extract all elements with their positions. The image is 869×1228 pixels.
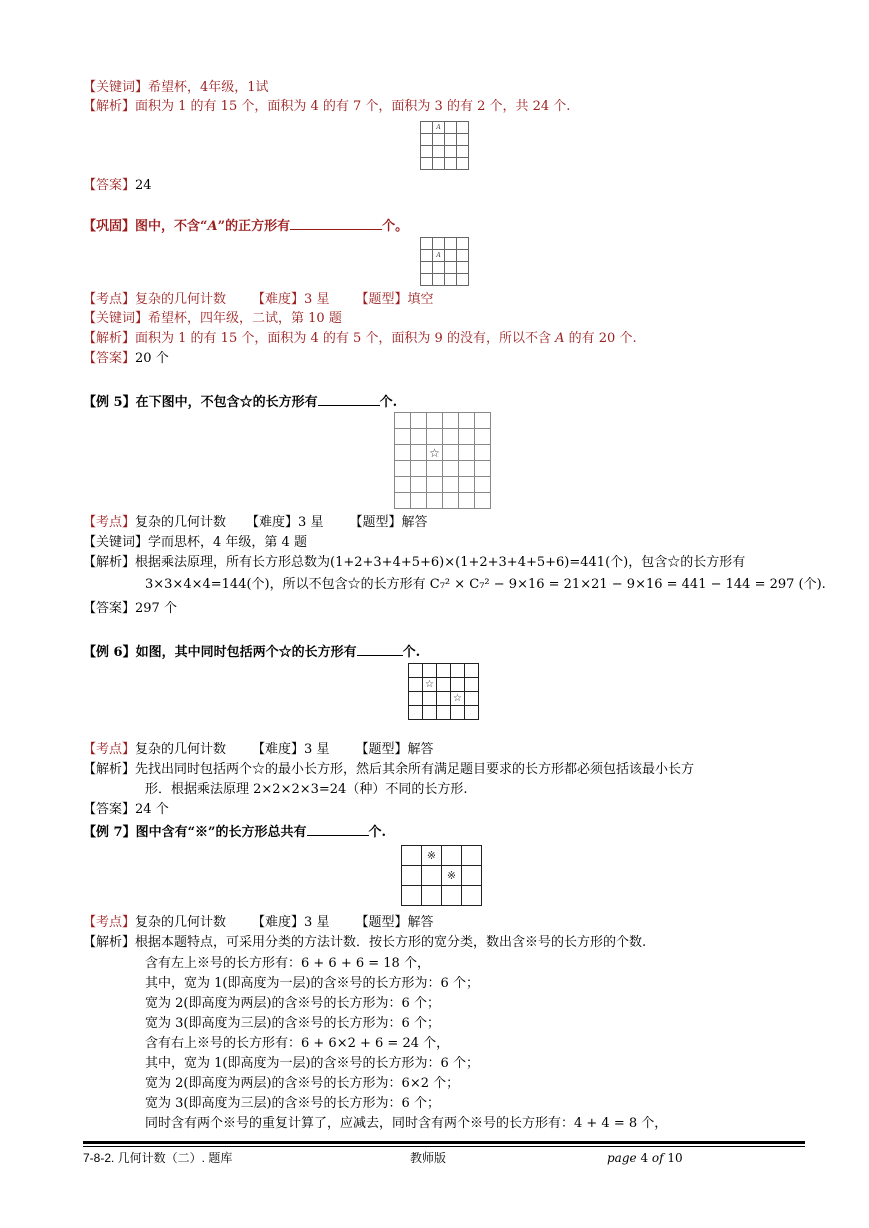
point-tag: 【考点】: [83, 915, 136, 930]
question-text-a: 图中，不含“: [135, 219, 208, 234]
reference-mark-icon: ※: [422, 846, 442, 866]
point-text: 复杂的几何计数: [135, 515, 227, 530]
consolidation-question: [83, 215, 408, 236]
analysis-text: 面积为 1 的有 15 个，面积为 4 的有 7 个，面积为 3 的有 2 个，共 24 个.: [135, 99, 571, 114]
answer-line: [83, 801, 169, 819]
analysis-detail-line: 宽为 3(即高度为三层)的含※号的长方形为：6 个；: [145, 1016, 440, 1031]
question-text-c: 个。: [382, 219, 409, 234]
analysis-detail-line: 含有右上※号的长方形有：6 + 6×2 + 6 = 24 个，: [145, 1036, 450, 1051]
keywords-line: [83, 534, 307, 552]
type-tag: 【题型】: [355, 742, 408, 757]
point-text: 复杂的几何计数: [135, 292, 227, 307]
analysis-detail-line: 宽为 2(即高度为两层)的含※号的长方形为：6 个；: [145, 996, 440, 1011]
point-text: 复杂的几何计数: [135, 915, 227, 930]
keywords-line: [83, 79, 269, 97]
footer-rule-thick: [83, 1141, 805, 1144]
footer-page: [607, 1150, 683, 1166]
footer-left: 7-8-2. 几何计数（二）. 题库: [83, 1151, 233, 1165]
answer-blank: [307, 821, 369, 836]
answer-blank: [318, 391, 380, 406]
keywords-line: [83, 310, 342, 328]
analysis-text-1: 先找出同时包括两个☆的最小长方形，然后其余所有满足题目要求的长方形都必须包括该最小长方: [135, 762, 695, 777]
answer-tag: 【答案】: [83, 178, 136, 193]
point-tag: 【考点】: [83, 292, 136, 307]
answer-text: 297 个: [135, 601, 177, 616]
analysis-line-2: 3×3×4×4=144(个)，所以不包含☆的长方形有 C₇² × C₇² − 9×16 = 21×21 − 9×16 = 441 − 144 = 297 (个).: [145, 577, 826, 592]
difficulty-text: 3 星: [304, 742, 330, 757]
example-tag: 【例 5】: [83, 395, 136, 410]
analysis-tag: 【解析】: [83, 935, 136, 950]
page-total: 10: [667, 1151, 683, 1165]
example-tag: 【例 6】: [83, 645, 136, 660]
analysis-text-1: 根据乘法原理，所有长方形总数为(1+2+3+4+5+6)×(1+2+3+4+5+6)=441(个)，包含☆的长方形有: [135, 555, 746, 570]
grid-figure-top: [420, 121, 469, 170]
grid-figure-example5: [394, 412, 491, 509]
keywords-text: 学而思杯，4 年级，第 4 题: [148, 535, 307, 550]
meta-line: [83, 291, 433, 309]
answer-tag: 【答案】: [83, 351, 136, 366]
difficulty-text: 3 星: [298, 515, 324, 530]
difficulty-tag: 【难度】: [252, 292, 305, 307]
difficulty-text: 3 星: [304, 915, 330, 930]
type-text: 填空: [407, 292, 434, 307]
keywords-text: 希望杯，四年级，二试，第 10 题: [148, 311, 342, 326]
answer-line: [83, 600, 177, 618]
point-tag: 【考点】: [83, 515, 136, 530]
answer-text: 24: [135, 178, 152, 193]
analysis-line: [83, 330, 637, 348]
grid-figure-example6: [408, 663, 479, 720]
example5-question: [83, 391, 397, 412]
star-icon: ☆: [451, 692, 465, 706]
type-text: 解答: [407, 742, 434, 757]
grid-label-a: A: [433, 122, 445, 134]
type-tag: 【题型】: [355, 292, 408, 307]
reference-mark-icon: ※: [442, 866, 462, 886]
analysis-line-2: 形．根据乘法原理 2×2×2×3=24（种）不同的长方形.: [145, 782, 468, 797]
page-of: of: [648, 1151, 668, 1165]
example-tag: 【例 7】: [83, 825, 136, 840]
question-text-a: 图中含有“※”的长方形总共有: [135, 825, 307, 840]
type-tag: 【题型】: [349, 515, 402, 530]
question-text-b: 个.: [402, 645, 421, 660]
footer-rule-thin: [83, 1146, 805, 1147]
grid-figure-example7: [401, 845, 482, 906]
meta-line: [83, 741, 433, 759]
point-tag: 【考点】: [83, 742, 136, 757]
type-tag: 【题型】: [355, 915, 408, 930]
page-prefix: page: [607, 1151, 641, 1165]
answer-tag: 【答案】: [83, 601, 136, 616]
analysis-detail-line: 宽为 3(即高度为三层)的含※号的长方形为：6 个；: [145, 1096, 440, 1111]
question-text-b: 个.: [379, 395, 398, 410]
question-text-a: 在下图中，不包含☆的长方形有: [135, 395, 318, 410]
question-em: A: [207, 219, 218, 234]
star-icon: ☆: [423, 678, 437, 692]
analysis-text: 根据本题特点，可采用分类的方法计数．按长方形的宽分类，数出含※号的长方形的个数.: [135, 935, 647, 950]
difficulty-tag: 【难度】: [252, 742, 305, 757]
keywords-tag: 【关键词】: [83, 535, 149, 550]
answer-tag: 【答案】: [83, 802, 136, 817]
analysis-line-1: [83, 761, 694, 779]
footer-center: 教师版: [410, 1151, 447, 1165]
analysis-detail-line: 其中，宽为 1(即高度为一层)的含※号的长方形为：6 个；: [145, 976, 479, 991]
answer-text: 24 个: [135, 802, 169, 817]
type-text: 解答: [407, 915, 434, 930]
grid-label-a: A: [433, 250, 445, 262]
consolidation-tag: 【巩固】: [83, 219, 136, 234]
example6-question: [83, 641, 420, 662]
question-text-b: ”的正方形有: [217, 219, 291, 234]
answer-blank: [357, 641, 403, 656]
keywords-text: 希望杯，4年级，1试: [148, 80, 269, 95]
analysis-line-1: [83, 554, 745, 572]
answer-blank: [290, 215, 382, 230]
question-text-a: 如图，其中同时包括两个☆的长方形有: [135, 645, 357, 660]
meta-line: [83, 514, 427, 532]
question-text-b: 个.: [368, 825, 387, 840]
analysis-line: [83, 98, 570, 116]
analysis-text-a: 面积为 1 的有 15 个，面积为 4 的有 5 个，面积为 9 的没有，所以不含: [135, 331, 556, 346]
keywords-tag: 【关键词】: [83, 80, 149, 95]
analysis-text-b: 的有 20 个.: [564, 331, 637, 346]
analysis-tag: 【解析】: [83, 762, 136, 777]
keywords-tag: 【关键词】: [83, 311, 149, 326]
difficulty-tag: 【难度】: [252, 915, 305, 930]
meta-line: [83, 914, 433, 932]
grid-figure-consolidation: [420, 237, 469, 286]
analysis-em: A: [555, 331, 565, 346]
analysis-tag: 【解析】: [83, 555, 136, 570]
analysis-tag: 【解析】: [83, 99, 136, 114]
analysis-detail-line: 同时含有两个※号的重复计算了，应减去，同时含有两个※号的长方形有：4 + 4 = 8 个，: [145, 1116, 668, 1131]
answer-text: 20 个: [135, 351, 169, 366]
analysis-detail-line: 宽为 2(即高度为两层)的含※号的长方形为：6×2 个；: [145, 1076, 460, 1091]
analysis-line: [83, 934, 646, 952]
answer-line: [83, 350, 169, 368]
example7-question: [83, 821, 386, 842]
point-text: 复杂的几何计数: [135, 742, 227, 757]
difficulty-text: 3 星: [304, 292, 330, 307]
analysis-detail-line: 其中，宽为 1(即高度为一层)的含※号的长方形为：6 个；: [145, 1056, 479, 1071]
answer-line: [83, 177, 152, 195]
type-text: 解答: [401, 515, 428, 530]
difficulty-tag: 【难度】: [246, 515, 299, 530]
star-icon: ☆: [427, 445, 443, 461]
analysis-detail-line: 含有左上※号的长方形有：6 + 6 + 6 = 18 个，: [145, 956, 430, 971]
page-number: 4: [640, 1151, 649, 1165]
analysis-tag: 【解析】: [83, 331, 136, 346]
